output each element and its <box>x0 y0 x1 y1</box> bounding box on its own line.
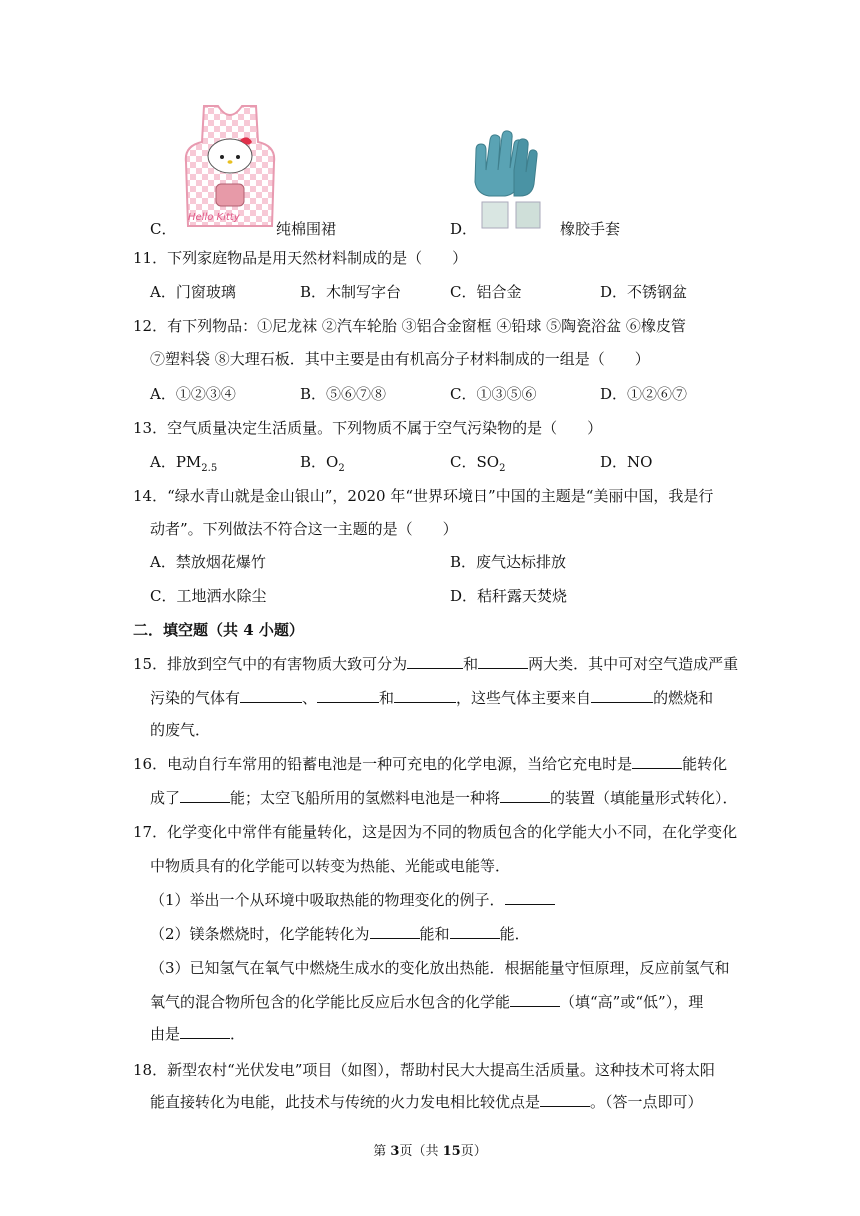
q11-option-d: D．不锈钢盆 <box>600 283 688 301</box>
apron-logo-text: Hello Kitty <box>188 212 240 223</box>
question-15-line-3: 的废气． <box>150 721 211 739</box>
q14-option-b: B．废气达标排放 <box>450 553 567 571</box>
q12-option-c: C．①③⑤⑥ <box>450 385 537 403</box>
question-16-line-2: 成了 能；太空飞船所用的氢燃料电池是一种将 的装置（填能量形式转化）． <box>150 789 738 807</box>
question-17-sub-2: （2）镁条燃烧时，化学能转化为 能和 能． <box>150 925 530 943</box>
question-12-stem-2: ⑦塑料袋 ⑧大理石板．其中主要是由有机高分子材料制成的一组是（ ） <box>150 350 650 368</box>
q12-option-a: A．①②③④ <box>150 385 236 403</box>
apron-image <box>184 102 276 230</box>
page-number: 3 <box>390 1144 400 1159</box>
option-d-label: 橡胶手套 <box>560 220 621 238</box>
option-c-label: 纯棉围裙 <box>276 220 337 238</box>
page-footer: 第 3页（共 15页） <box>373 1144 487 1159</box>
answer-blank[interactable] <box>591 688 653 703</box>
question-14-stem-1: 14．“绿水青山就是金山银山”，2020 年“世界环境日”中国的主题是“美丽中国，我是行 <box>133 487 714 505</box>
q11-option-b: B．木制写字台 <box>300 283 402 301</box>
question-15-line-1: 15．排放到空气中的有害物质大致可分为 和 两大类．其中可对空气造成严重 <box>133 655 739 673</box>
answer-blank[interactable] <box>540 1092 590 1107</box>
answer-blank[interactable] <box>180 788 230 803</box>
answer-blank[interactable] <box>394 688 456 703</box>
option-c-letter: C． <box>150 220 177 238</box>
answer-blank[interactable] <box>505 890 555 905</box>
answer-blank[interactable] <box>240 688 302 703</box>
answer-blank[interactable] <box>510 992 560 1007</box>
gloves-image <box>470 130 550 230</box>
q11-option-c: C．铝合金 <box>450 283 522 301</box>
answer-blank[interactable] <box>500 788 550 803</box>
answer-blank[interactable] <box>450 924 500 939</box>
question-18-line-2: 能直接转化为电能，此技术与传统的火力发电相比较优点是 。（答一点即可） <box>150 1093 703 1111</box>
answer-blank[interactable] <box>478 654 528 669</box>
question-17-sub-3-line-1: （3）已知氢气在氧气中燃烧生成水的变化放出热能．根据能量守恒原理，反应前氢气和 <box>150 959 730 977</box>
answer-blank[interactable] <box>180 1024 230 1039</box>
q14-option-a: A．禁放烟花爆竹 <box>150 553 266 571</box>
q12-option-d: D．①②⑥⑦ <box>600 385 688 403</box>
q13-option-d: D．NO <box>600 453 653 471</box>
question-18-line-1: 18．新型农村“光伏发电”项目（如图），帮助村民大大提高生活质量。这种技术可将太阳 <box>133 1061 715 1079</box>
question-17-stem-1: 17．化学变化中常伴有能量转化，这是因为不同的物质包含的化学能大小不同，在化学变化 <box>133 823 738 841</box>
question-11-stem: 11．下列家庭物品是用天然材料制成的是（ ） <box>133 249 468 267</box>
answer-blank[interactable] <box>370 924 420 939</box>
q13-option-c: C．$SO_2$ <box>450 453 506 474</box>
question-17-sub-3-line-3: 由是 ． <box>150 1025 246 1043</box>
option-d-letter: D． <box>450 220 478 238</box>
q12-option-b: B．⑤⑥⑦⑧ <box>300 385 387 403</box>
question-16-line-1: 16．电动自行车常用的铅蓄电池是一种可充电的化学电源，当给它充电时是 能转化 <box>133 755 728 773</box>
question-13-stem: 13．空气质量决定生活质量。下列物质不属于空气污染物的是（ ） <box>133 419 603 437</box>
q13-option-a: A．$PM_{2.5}$ <box>150 453 218 474</box>
answer-blank[interactable] <box>407 654 463 669</box>
question-14-stem-2: 动者”。下列做法不符合这一主题的是（ ） <box>150 520 458 538</box>
question-17-stem-2: 中物质具有的化学能可以转变为热能、光能或电能等． <box>150 857 511 875</box>
section-heading: 二．填空题（共 4 小题） <box>133 621 304 639</box>
q14-option-c: C．工地洒水除尘 <box>150 587 267 605</box>
question-17-sub-3-line-2: 氧气的混合物所包含的化学能比反应后水包含的化学能 （填“高”或“低”），理 <box>150 993 704 1011</box>
q14-option-d: D．秸秆露天焚烧 <box>450 587 568 605</box>
question-12-stem-1: 12．有下列物品：①尼龙袜 ②汽车轮胎 ③铝合金窗框 ④铅球 ⑤陶瓷浴盆 ⑥橡皮管 <box>133 317 686 335</box>
question-17-sub-1: （1）举出一个从环境中吸取热能的物理变化的例子． <box>150 890 555 910</box>
answer-blank[interactable] <box>632 754 682 769</box>
total-pages: 15 <box>442 1144 461 1159</box>
q13-option-b: B．$O_2$ <box>300 453 345 474</box>
q11-option-a: A．门窗玻璃 <box>150 283 236 301</box>
question-15-line-2: 污染的气体有 、 和 ，这些气体主要来自 的燃烧和 <box>150 689 714 707</box>
answer-blank[interactable] <box>317 688 379 703</box>
